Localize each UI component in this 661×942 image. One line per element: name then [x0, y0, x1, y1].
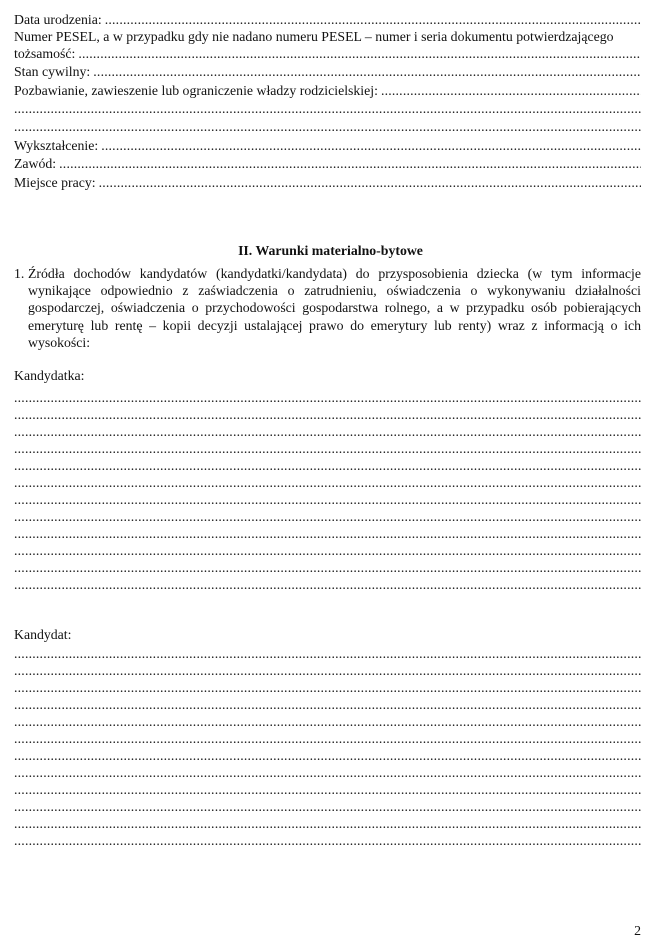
- birth-date-dotted-line[interactable]: [105, 11, 641, 28]
- male-dotted-line[interactable]: [14, 764, 641, 781]
- page-number: 2: [634, 923, 641, 938]
- female-dotted-line[interactable]: [14, 542, 641, 559]
- female-dotted-line[interactable]: [14, 508, 641, 525]
- civil-status-field[interactable]: [14, 63, 641, 80]
- income-sources-item: [14, 265, 641, 351]
- profession-dotted-line[interactable]: [59, 155, 641, 172]
- profession-field[interactable]: [14, 155, 641, 172]
- male-dotted-line[interactable]: [14, 645, 641, 662]
- birth-date-field[interactable]: [14, 11, 641, 28]
- pesel-field[interactable]: [14, 45, 641, 62]
- male-dotted-line[interactable]: [14, 730, 641, 747]
- male-dotted-line[interactable]: [14, 747, 641, 764]
- item-number: 1.: [14, 266, 25, 281]
- female-candidate-label: Kandydatka:: [14, 368, 85, 383]
- parental-rights-dotted-line-3[interactable]: [14, 118, 641, 135]
- female-dotted-line[interactable]: [14, 406, 641, 423]
- education-label: Wykształcenie:: [14, 138, 99, 153]
- female-dotted-line[interactable]: [14, 525, 641, 542]
- workplace-dotted-line[interactable]: [99, 174, 641, 191]
- male-dotted-line[interactable]: [14, 713, 641, 730]
- workplace-field[interactable]: [14, 174, 641, 191]
- parental-rights-label: Pozbawianie, zawieszenie lub ograniczenie władzy rodzicielskiej:: [14, 83, 378, 98]
- female-dotted-line[interactable]: [14, 457, 641, 474]
- female-dotted-line[interactable]: [14, 389, 641, 406]
- male-candidate-label: Kandydat:: [14, 627, 72, 642]
- female-dotted-line[interactable]: [14, 423, 641, 440]
- parental-rights-dotted-line-2[interactable]: [14, 100, 641, 117]
- female-dotted-line[interactable]: [14, 576, 641, 593]
- profession-label: Zawód:: [14, 156, 57, 171]
- male-dotted-line[interactable]: [14, 679, 641, 696]
- female-dotted-line[interactable]: [14, 491, 641, 508]
- parental-rights-field[interactable]: [14, 82, 641, 99]
- female-dotted-line[interactable]: [14, 559, 641, 576]
- education-field[interactable]: [14, 137, 641, 154]
- parental-rights-dotted-line[interactable]: [381, 82, 641, 99]
- education-dotted-line[interactable]: [101, 137, 641, 154]
- item-text: Źródła dochodów kandydatów (kandydatki/kandydata) do przysposobienia dziecka (w tym informacje wynikające odpowiednio z zaświadczenia o zatrudnieniu, oświadczenia o wykonywaniu działalności gospodarczej, oświadczenia o przychodowości gospodarstwa rolnego, a w przypadku osób pobierających emeryturę lub rentę – kopii decyzji ustalającej prawo do emerytury lub renty) wraz z informacją o ich wysokości:: [28, 266, 641, 350]
- male-dotted-line[interactable]: [14, 815, 641, 832]
- civil-status-dotted-line[interactable]: [93, 63, 641, 80]
- birth-date-label: Data urodzenia:: [14, 12, 102, 27]
- pesel-dotted-line[interactable]: [78, 45, 641, 62]
- civil-status-label: Stan cywilny:: [14, 64, 91, 79]
- male-dotted-line[interactable]: [14, 696, 641, 713]
- male-dotted-line[interactable]: [14, 832, 641, 849]
- female-dotted-line[interactable]: [14, 474, 641, 491]
- male-dotted-line[interactable]: [14, 662, 641, 679]
- section-heading: II. Warunki materialno-bytowe: [238, 243, 423, 258]
- female-dotted-line[interactable]: [14, 440, 641, 457]
- male-dotted-line[interactable]: [14, 798, 641, 815]
- workplace-label: Miejsce pracy:: [14, 175, 96, 190]
- male-dotted-line[interactable]: [14, 781, 641, 798]
- pesel-label-line2: tożsamość:: [14, 46, 76, 61]
- pesel-label-line1: Numer PESEL, a w przypadku gdy nie nadano numeru PESEL – numer i seria dokumentu potwierdzającego: [14, 29, 614, 44]
